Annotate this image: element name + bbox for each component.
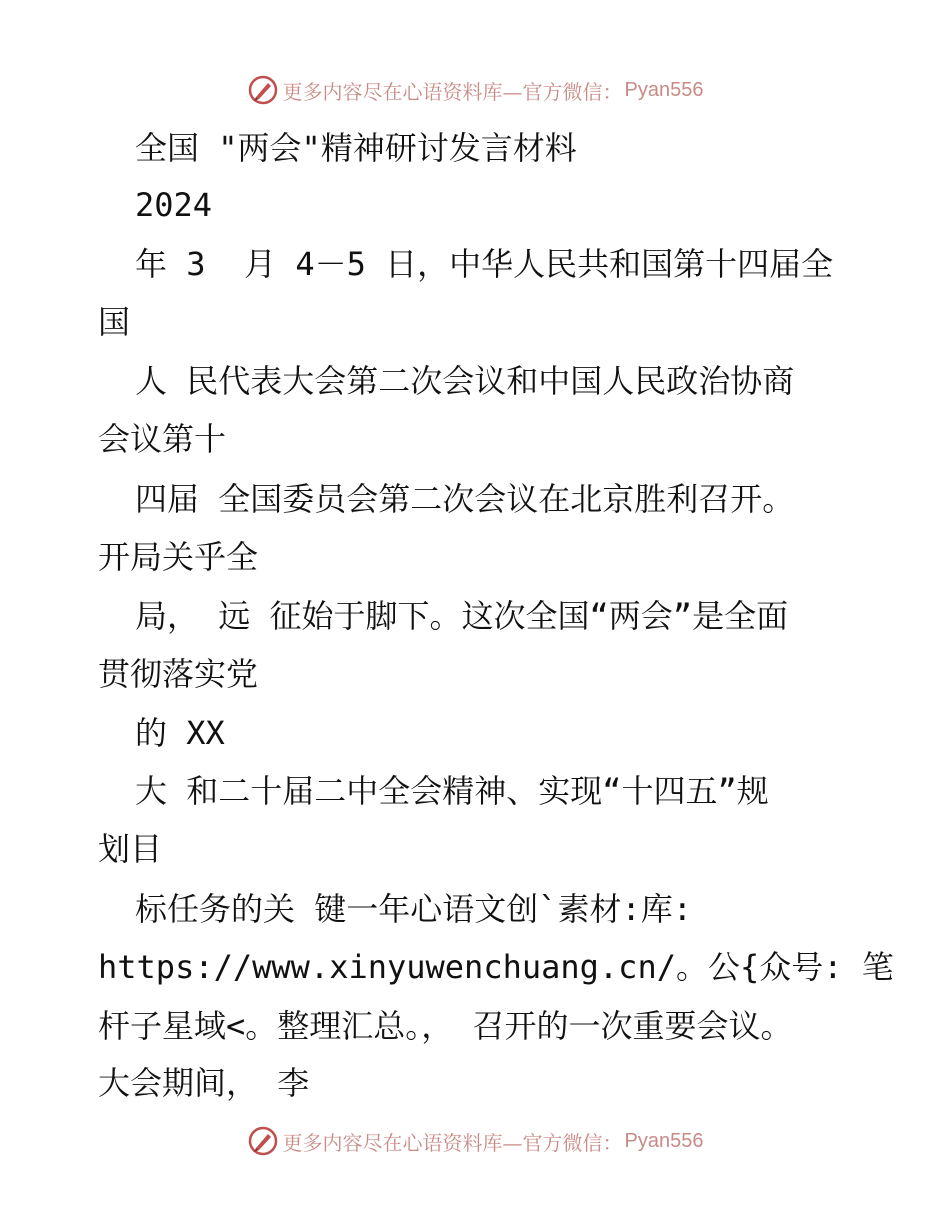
doc-line: 国 bbox=[98, 303, 131, 341]
doc-line: 开局关乎全 bbox=[98, 538, 259, 576]
watermark-footer bbox=[0, 1121, 950, 1161]
doc-line: 贯彻落实党 bbox=[98, 655, 259, 693]
doc-line: 会议第十 bbox=[98, 420, 227, 458]
doc-line: 大 和二十届二中全会精神、实现“十四五”规 bbox=[135, 772, 769, 810]
pen-logo-icon bbox=[247, 74, 279, 106]
doc-line: 四届 全国委员会第二次会议在北京胜利召开。 bbox=[135, 480, 795, 518]
watermark-text: 更多内容尽在心语资料库—官方微信： bbox=[282, 1130, 623, 1155]
doc-line: 杆子星域<。整理汇总。， 召开的一次重要会议。 bbox=[98, 1007, 793, 1045]
watermark-header bbox=[0, 70, 950, 110]
doc-title: 全国 "两会"精神研讨发言材料 bbox=[135, 129, 577, 167]
pen-logo-icon bbox=[247, 1125, 279, 1157]
watermark-id: Pyan556 bbox=[624, 1129, 704, 1152]
doc-line: 2024 bbox=[135, 186, 213, 224]
doc-line: https://www.xinyuwenchuang.cn/。公{众号: 笔 bbox=[98, 948, 894, 986]
doc-line: 年 3 月 4－5 日，中华人民共和国第十四届全 bbox=[135, 245, 834, 283]
doc-line: 局， 远 征始于脚下。这次全国“两会”是全面 bbox=[135, 597, 789, 635]
watermark-id: Pyan556 bbox=[624, 78, 704, 101]
doc-line: 的 XX bbox=[135, 714, 225, 752]
watermark-text: 更多内容尽在心语资料库—官方微信： bbox=[282, 79, 623, 104]
doc-line: 大会期间， 李 bbox=[98, 1064, 310, 1102]
doc-line: 划目 bbox=[98, 830, 163, 868]
doc-line: 人 民代表大会第二次会议和中国人民政治协商 bbox=[135, 362, 795, 400]
doc-line: 标任务的关 键一年心语文创`素材:库: bbox=[135, 890, 693, 928]
